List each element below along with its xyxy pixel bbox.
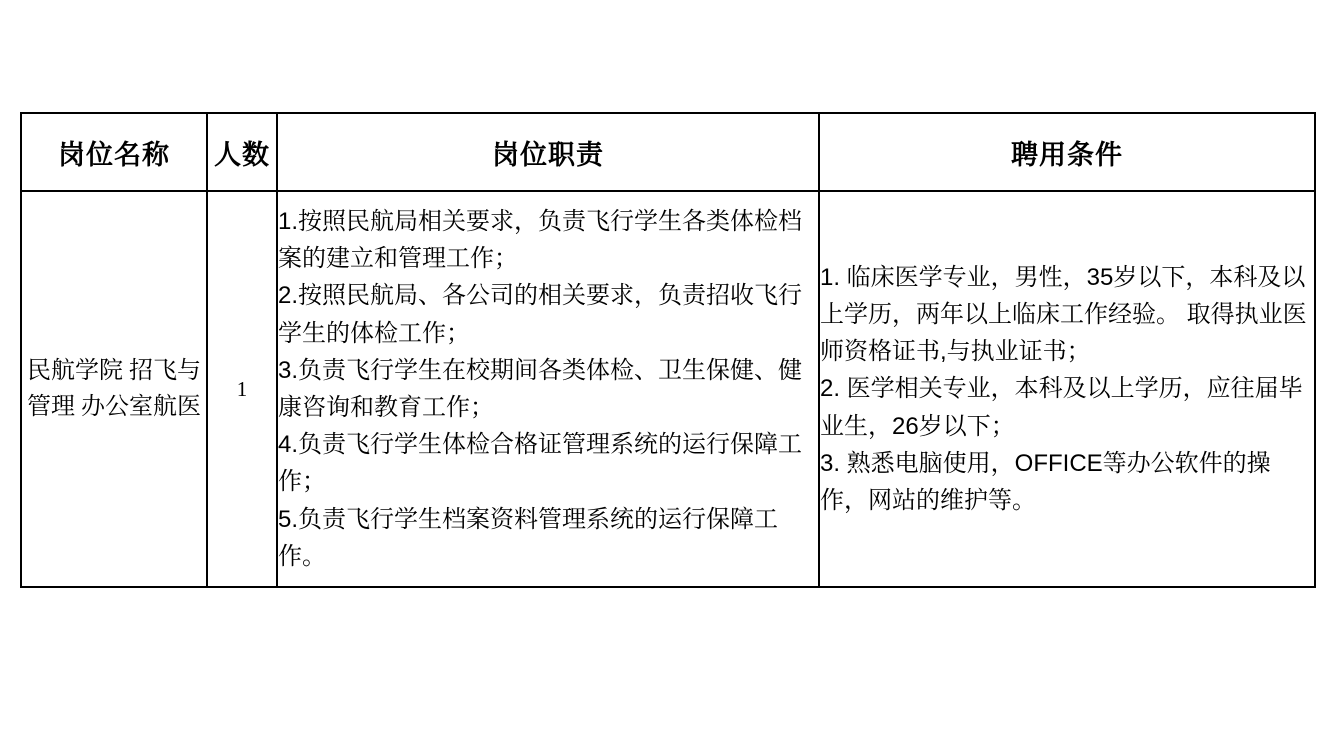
column-header-requirements: 聘用条件 [819,113,1315,191]
column-header-duties: 岗位职责 [277,113,819,191]
duty-item: 1.按照民航局相关要求，负责飞行学生各类体检档案的建立和管理工作； [278,208,803,273]
job-posting-table [20,112,1316,588]
requirements-list [820,259,1314,519]
job-posting-table-wrapper [20,112,1314,588]
duties-list [278,203,818,575]
requirement-item: 1. 临床医学专业，男性，35岁以下，本科及以上学历，两年以上临床工作经验。 取得执业医师资格证书,与执业证书； [820,263,1307,366]
column-header-count: 人数 [207,113,277,191]
cell-duties [277,191,819,587]
duty-item: 5.负责飞行学生档案资料管理系统的运行保障工作。 [278,505,779,570]
table-header-row [21,113,1315,191]
cell-post-name: 民航学院 招飞与管理 办公室航医 [21,191,207,587]
duty-item: 2.按照民航局、各公司的相关要求，负责招收飞行学生的体检工作； [278,282,803,347]
requirement-item: 2. 医学相关专业，本科及以上学历，应往届毕业生，26岁以下； [820,375,1303,440]
column-header-post-name: 岗位名称 [21,113,207,191]
requirement-item: 3. 熟悉电脑使用，OFFICE等办公软件的操作，网站的维护等。 [820,449,1271,514]
duty-item: 4.负责飞行学生体检合格证管理系统的运行保障工作； [278,431,803,496]
cell-post-count: 1 [207,191,277,587]
cell-requirements [819,191,1315,587]
duty-item: 3.负责飞行学生在校期间各类体检、卫生保健、健康咨询和教育工作； [278,356,803,421]
table-row [21,191,1315,587]
